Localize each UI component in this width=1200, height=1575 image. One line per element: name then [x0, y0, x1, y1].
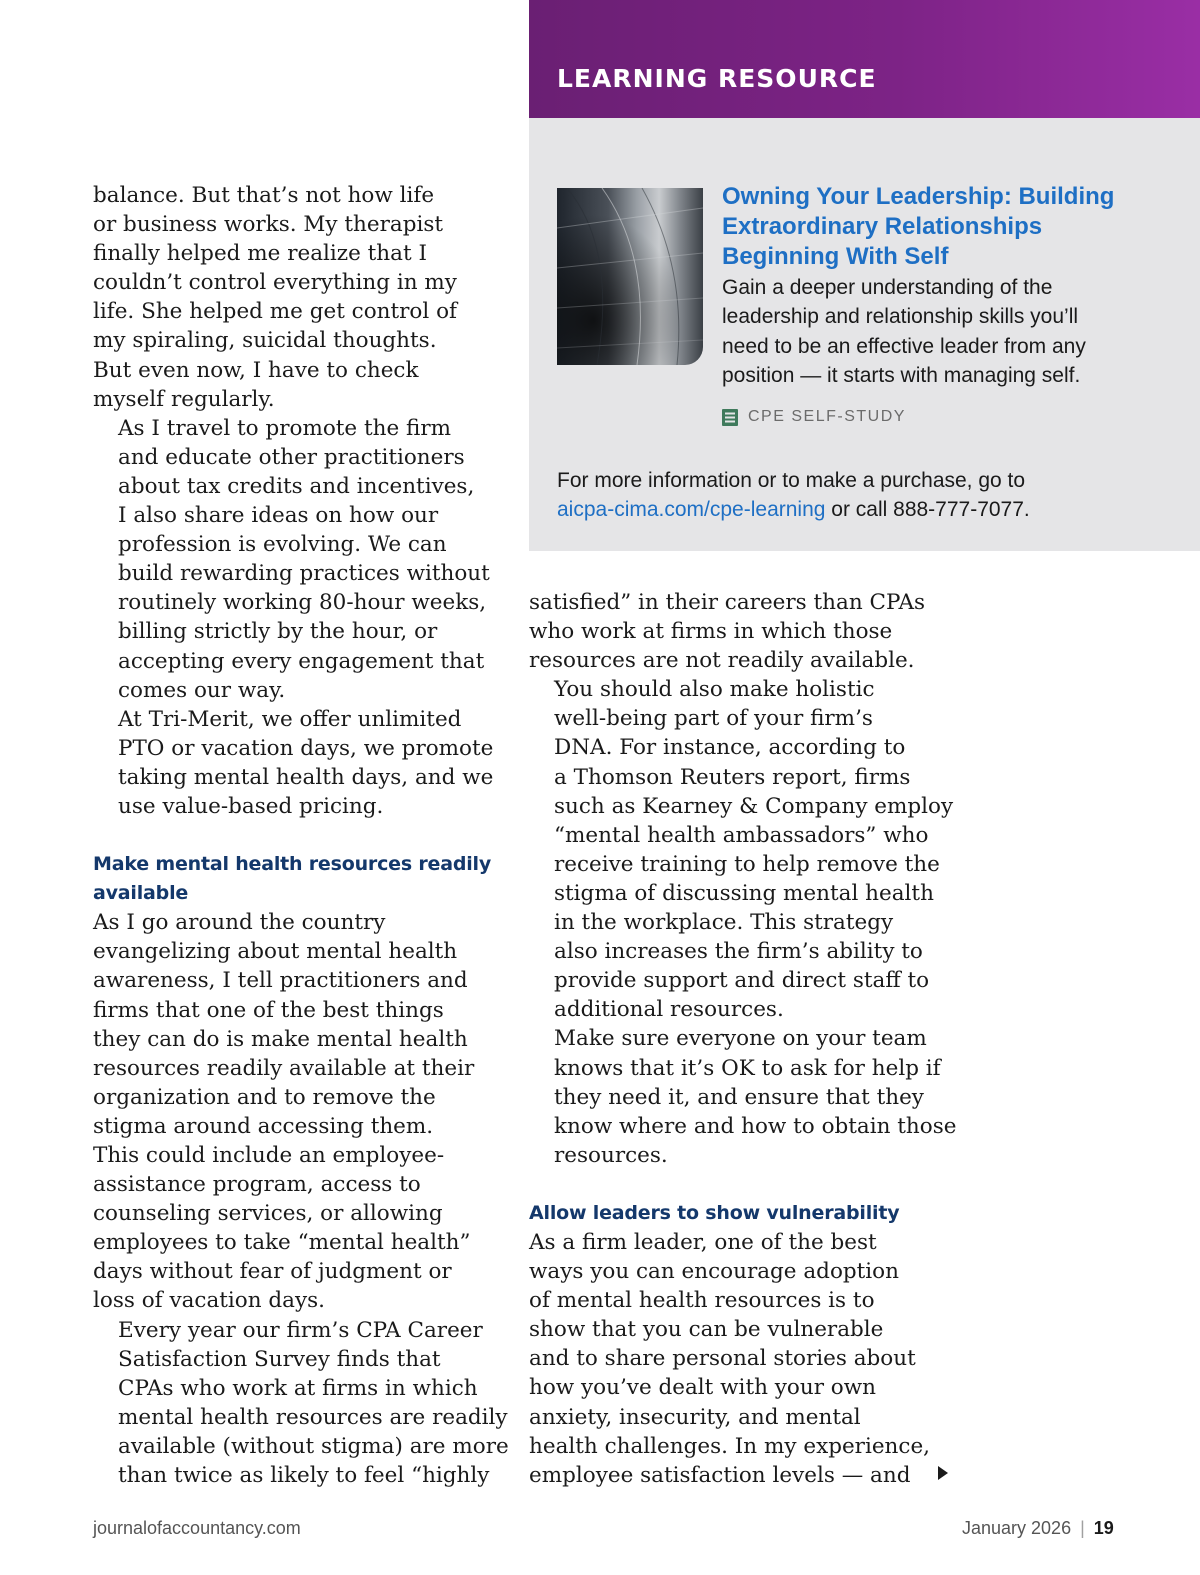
text-line: resources are not readily available.: [529, 648, 915, 674]
learning-resource-box: [529, 118, 1200, 551]
text-line: stigma of discussing mental health: [554, 880, 934, 906]
text-line: Beginning With Self: [722, 243, 949, 270]
article-column-left: [93, 181, 509, 1490]
text-line: in the workplace. This strategy: [554, 910, 894, 936]
text-line: health challenges. In my experience,: [529, 1433, 931, 1459]
text-line: about tax credits and incentives,: [118, 473, 475, 499]
text-line: firms that one of the best things: [93, 997, 444, 1023]
text-line: Make sure everyone on your team: [554, 1026, 927, 1052]
text-line: As I travel to promote the firm: [118, 415, 452, 441]
learning-resource-header: [529, 0, 1200, 118]
text-line: know where and how to obtain those: [554, 1113, 957, 1139]
text-line: need to be an effective leader from any: [722, 334, 1086, 358]
text-line: employees to take “mental health”: [93, 1230, 471, 1256]
text-line: leadership and relationship skills you’ll: [722, 305, 1079, 329]
text-line: routinely working 80-hour weeks,: [118, 590, 487, 616]
text-line: Extraordinary Relationships: [722, 213, 1043, 240]
text-line: profession is evolving. We can: [118, 532, 447, 558]
text-line: accepting every engagement that: [118, 648, 485, 674]
text-line: loss of vacation days.: [93, 1288, 326, 1314]
paragraph: [93, 1316, 509, 1491]
abstract-metal-building-image: [557, 188, 703, 365]
text-line: position — it starts with managing self.: [722, 363, 1081, 387]
course-description: [722, 273, 1182, 390]
text-line: couldn’t control everything in my: [93, 270, 457, 296]
course-title[interactable]: [722, 182, 1182, 272]
paragraph: [529, 675, 954, 1024]
text-line: days without fear of judgment or: [93, 1259, 452, 1285]
text-line: build rewarding practices without: [118, 561, 490, 587]
learning-resource-heading: LEARNING RESOURCE: [557, 64, 877, 93]
text-line: also increases the firm’s ability to: [554, 939, 923, 965]
text-line: Allow leaders to show vulnerability: [529, 1201, 900, 1224]
text-line: evangelizing about mental health: [93, 939, 458, 965]
text-line: Gain a deeper understanding of the: [722, 276, 1053, 299]
footer-date: January 2026: [962, 1518, 1072, 1538]
text-line: they need it, and ensure that they: [554, 1084, 924, 1110]
paragraph: [93, 181, 503, 414]
paragraph: [93, 705, 503, 821]
text-line: satisfied” in their careers than CPAs: [529, 590, 926, 615]
text-line: myself regularly.: [93, 386, 275, 412]
text-line: Make mental health resources readily: [93, 853, 492, 876]
text-line: who work at firms in which those: [529, 619, 893, 645]
paragraph: [529, 588, 949, 675]
footer-site: journalofaccountancy.com: [93, 1518, 301, 1538]
section-heading: [529, 1199, 949, 1228]
text-line: balance. But that’s not how life: [93, 183, 435, 208]
text-line: Every year our firm’s CPA Career: [118, 1317, 483, 1343]
text-line: billing strictly by the hour, or: [118, 619, 438, 645]
article-column-right: [529, 588, 957, 1490]
text-line: and to share personal stories about: [529, 1346, 916, 1372]
text-line: PTO or vacation days, we promote: [118, 735, 494, 761]
text-line: taking mental health days, and we: [118, 764, 494, 790]
text-line: available (without stigma) are more: [118, 1433, 509, 1459]
text-line: such as Kearney & Company employ: [554, 793, 954, 819]
text-line: Satisfaction Survey finds that: [118, 1346, 441, 1372]
text-line: receive training to help remove the: [554, 851, 940, 877]
text-line: anxiety, insecurity, and mental: [529, 1404, 861, 1430]
cpe-learning-link[interactable]: aicpa-cima.com/cpe-learning: [557, 498, 826, 521]
purchase-info: [557, 466, 1177, 524]
continue-arrow-icon: [938, 1466, 948, 1480]
text-line: available: [93, 882, 189, 905]
text-line: finally helped me realize that I: [93, 241, 427, 267]
text-line: and educate other practitioners: [118, 444, 465, 470]
text-line: they can do is make mental health: [93, 1026, 468, 1052]
text-line: counseling services, or allowing: [93, 1201, 443, 1227]
text-line: knows that it’s OK to ask for help if: [554, 1055, 941, 1081]
text-line: resources.: [554, 1142, 668, 1168]
text-line: of mental health resources is to: [529, 1288, 875, 1314]
text-line: You should also make holistic: [554, 677, 875, 703]
text-line: resources readily available at their: [93, 1055, 475, 1081]
text-line: assistance program, access to: [93, 1172, 421, 1198]
text-line: I also share ideas on how our: [118, 503, 439, 529]
text-line: As I go around the country: [93, 910, 386, 936]
text-line: aicpa-cima.com/cpe-learning or call 888-777-7077.: [557, 498, 1030, 521]
section-heading: [93, 850, 503, 908]
course-type-label: CPE SELF-STUDY: [748, 408, 906, 425]
text-line: stigma around accessing them.: [93, 1113, 434, 1139]
text-line: additional resources.: [554, 997, 784, 1023]
page-number: 19: [1093, 1518, 1114, 1538]
footer-separator: |: [1080, 1518, 1085, 1538]
text-line: DNA. For instance, according to: [554, 735, 906, 761]
document-list-icon: [722, 409, 738, 426]
text-line: mental health resources are readily: [118, 1404, 508, 1430]
text-line: ways you can encourage adoption: [529, 1259, 899, 1285]
text-line: CPAs who work at firms in which: [118, 1375, 478, 1401]
paragraph: [93, 908, 503, 1315]
footer-date-page: [962, 1518, 1114, 1539]
text-line: show that you can be vulnerable: [529, 1317, 884, 1343]
course-thumbnail[interactable]: [557, 188, 703, 365]
text-line: awareness, I tell practitioners and: [93, 968, 468, 994]
text-line: how you’ve dealt with your own: [529, 1375, 877, 1401]
text-line: well-being part of your firm’s: [554, 706, 873, 732]
paragraph: [93, 414, 503, 705]
text-line: life. She helped me get control of: [93, 299, 457, 325]
text-line: But even now, I have to check: [93, 357, 419, 383]
paragraph: [529, 1024, 957, 1169]
text-line: Owning Your Leadership: Building: [722, 183, 1115, 210]
text-line: than twice as likely to feel “highly: [118, 1463, 490, 1489]
text-line: employee satisfaction levels — and: [529, 1462, 911, 1488]
text-line: provide support and direct staff to: [554, 968, 930, 994]
text-line: At Tri-Merit, we offer unlimited: [118, 706, 462, 732]
text-line: comes our way.: [118, 677, 286, 703]
text-line: This could include an employee-: [93, 1143, 445, 1168]
text-line: my spiraling, suicidal thoughts.: [93, 328, 437, 354]
text-line: use value-based pricing.: [118, 793, 384, 819]
text-line: For more information or to make a purchase, go to: [557, 469, 1026, 492]
text-line: “mental health ambassadors” who: [554, 822, 929, 848]
text-line: or business works. My therapist: [93, 212, 444, 238]
text-line: As a firm leader, one of the best: [529, 1229, 877, 1255]
course-type: [722, 408, 906, 426]
paragraph: [529, 1228, 949, 1490]
text-line: organization and to remove the: [93, 1084, 436, 1110]
text-line: a Thomson Reuters report, firms: [554, 764, 911, 790]
